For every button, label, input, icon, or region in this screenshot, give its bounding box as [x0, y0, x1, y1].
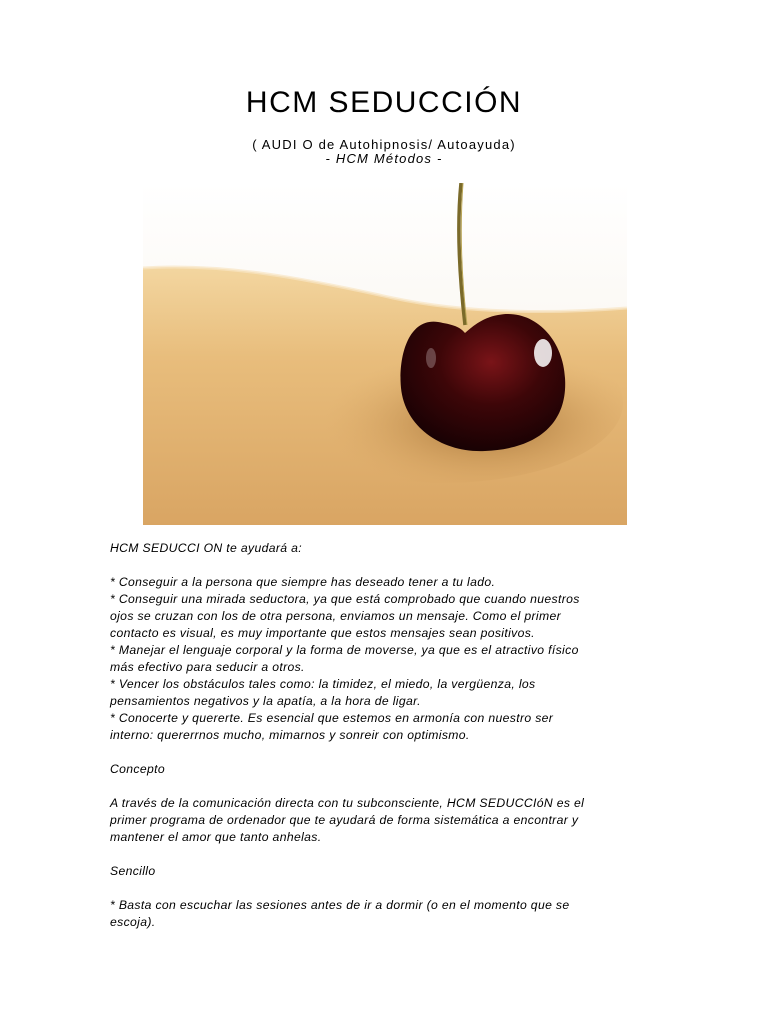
- simple-line: escoja).: [110, 915, 156, 929]
- benefit-line: contacto es visual, es muy importante que estos mensajes sean positivos.: [110, 626, 535, 640]
- cherry-on-skin-photo-icon: [143, 183, 627, 525]
- benefit-line: más efectivo para seducir a otros.: [110, 660, 305, 674]
- benefit-line: interno: quererrnos mucho, mimarnos y sonreir con optimismo.: [110, 728, 470, 742]
- benefit-line: ojos se cruzan con los de otra persona, enviamos un mensaje. Como el primer: [110, 609, 561, 623]
- simple-heading: Sencillo: [110, 864, 156, 878]
- benefit-line: * Manejar el lenguaje corporal y la forma de moverse, ya que es el atractivo físico: [110, 643, 579, 657]
- cherry-photo: [143, 183, 627, 525]
- document-title: HCM SEDUCCIÓN: [245, 86, 523, 119]
- concept-line: A través de la comunicación directa con tu subconsciente, HCM SEDUCCIóN es el: [110, 796, 585, 810]
- intro-line: HCM SEDUCCI ON te ayudará a:: [110, 541, 302, 555]
- benefit-line: * Conseguir a la persona que siempre has deseado tener a tu lado.: [110, 575, 496, 589]
- concept-line: mantener el amor que tanto anhelas.: [110, 830, 322, 844]
- benefit-line: * Vencer los obstáculos tales como: la timidez, el miedo, la vergüenza, los: [110, 677, 536, 691]
- benefit-line: * Conseguir una mirada seductora, ya que está comprobado que cuando nuestros: [110, 592, 580, 606]
- benefit-line: pensamientos negativos y la apatía, a la hora de ligar.: [110, 694, 421, 708]
- concept-line: primer programa de ordenador que te ayudará de forma sistemática a encontrar y: [110, 813, 579, 827]
- concept-heading: Concepto: [110, 762, 165, 776]
- document-subtitle-italic: - HCM Métodos -: [325, 151, 443, 166]
- simple-line: * Basta con escuchar las sesiones antes de ir a dormir (o en el momento que se: [110, 898, 570, 912]
- body-text: [110, 540, 658, 931]
- document-subtitle: ( AUDI O de Autohipnosis/ Autoayuda): [252, 137, 516, 152]
- benefit-line: * Conocerte y quererte. Es esencial que estemos en armonía con nuestro ser: [110, 711, 554, 725]
